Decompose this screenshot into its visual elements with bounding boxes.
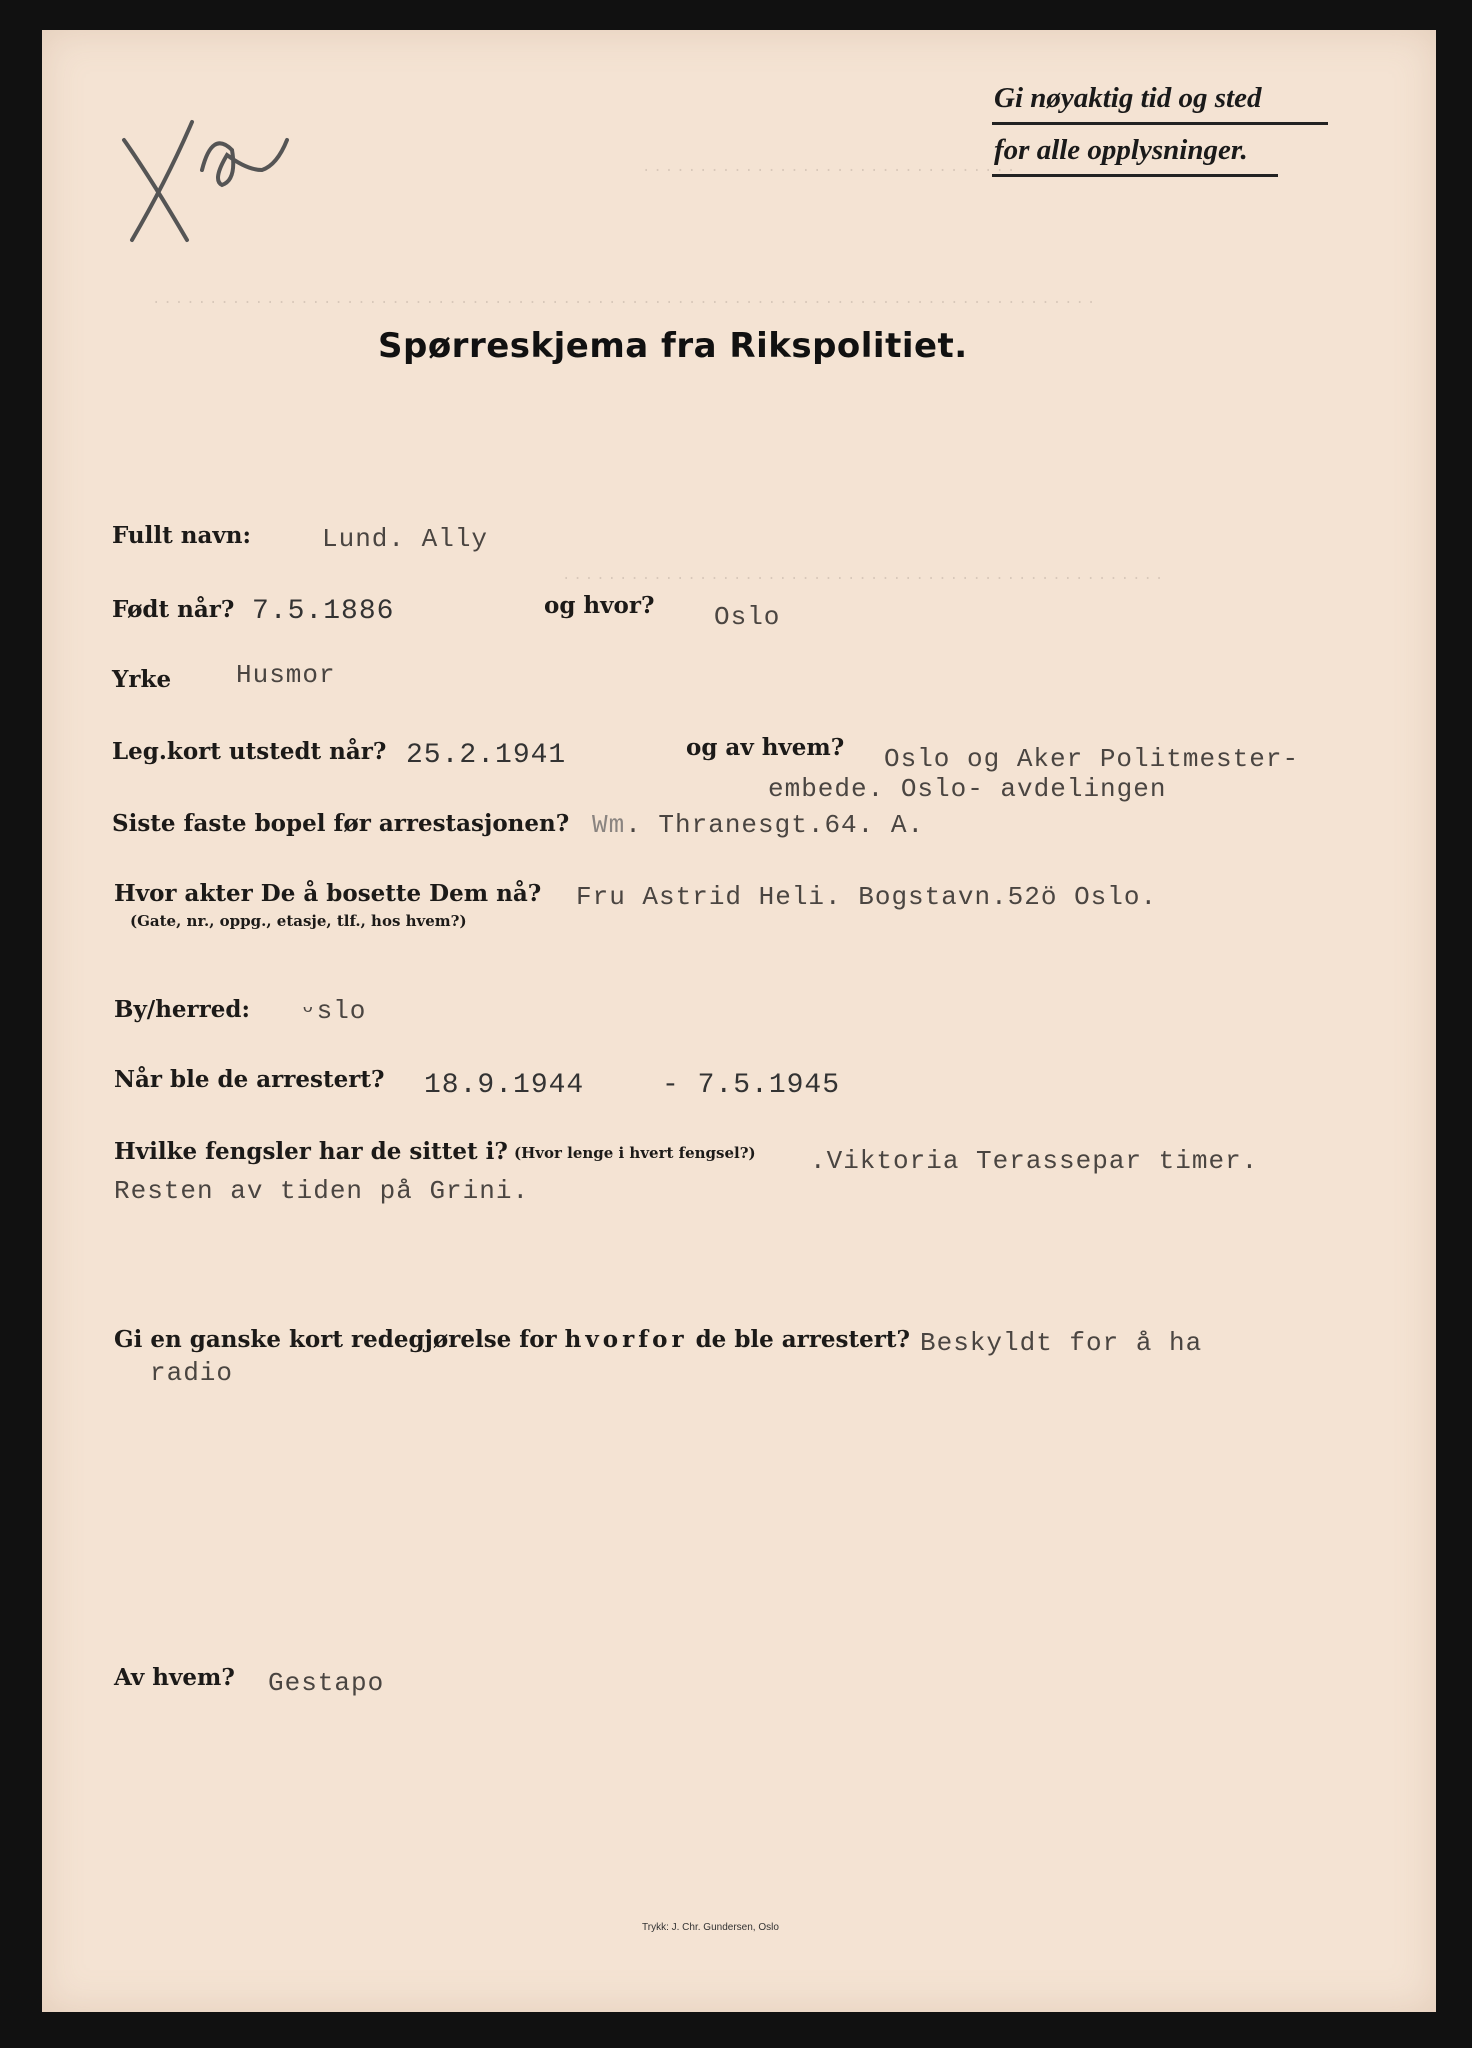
arrested-label: Når ble de arrestert? [114,1066,385,1093]
occupation-label: Yrke [112,666,172,693]
reason-value-line1: Beskyldt for å ha [920,1328,1203,1358]
lastaddress-value: . Thranesgt.64. A. [625,810,925,840]
idcard-by-value-line1: Oslo og Aker Politmester- [884,744,1300,774]
idcard-by-label: og av hvem? [686,734,845,761]
by-whom-label: Av hvem? [114,1664,235,1691]
notice-line-2: for alle opplysninger. [994,134,1248,166]
born-label: Født når? [112,596,235,623]
settle-sublabel: (Gate, nr., oppg., etasje, tlf., hos hvem?) [130,912,467,930]
lastaddress-value-wrap [592,810,924,840]
form-sheet [42,30,1436,2012]
handwritten-mark-icon [112,110,332,260]
born-where-value: Oslo [714,602,781,632]
prisons-value-line2: Resten av tiden på Grini. [114,1176,530,1206]
bleed-through-line: ................................................................................... [152,292,1099,308]
lastaddress-prefix: Wm [592,810,626,840]
reason-label-pre: Gi en ganske kort redegjørelse for [114,1326,557,1353]
settle-label: Hvor akter De å bosette Dem nå? [114,880,542,907]
prisons-sublabel: (Hvor lenge i hvert fengsel?) [514,1144,756,1162]
born-where-label: og hvor? [544,592,655,619]
born-value: 7.5.1886 [252,596,395,627]
notice-rule-2 [992,174,1278,177]
printer-imprint: Trykk: J. Chr. Gundersen, Oslo [642,1922,779,1933]
municipality-value: ᵕslo [300,996,367,1026]
settle-value: Fru Astrid Heli. Bogstavn.52ö Oslo. [576,882,1158,912]
arrested-from: 18.9.1944 [424,1070,585,1101]
lastaddress-label: Siste faste bopel før arrestasjonen? [112,810,570,837]
reason-label-post: de ble arrestert? [695,1326,910,1353]
municipality-label: By/herred: [114,996,251,1023]
reason-label [114,1326,910,1353]
reason-label-emph: hvorfor [564,1326,688,1353]
occupation-value: Husmor [236,660,336,690]
idcard-label: Leg.kort utstedt når? [112,738,387,765]
bleed-through-line: ................................. [642,160,1019,176]
by-whom-value: Gestapo [268,1668,385,1698]
notice-line-1: Gi nøyaktig tid og sted [994,82,1262,114]
reason-value-line2: radio [150,1358,234,1388]
prisons-label: Hvilke fengsler har de sittet i? [114,1138,508,1165]
idcard-value: 25.2.1941 [406,740,567,771]
prisons-value-line1: .Viktoria Terassepar timer. [810,1146,1259,1176]
bleed-through-line: ..................................................... [562,568,1167,584]
notice-rule-1 [992,122,1328,125]
name-value: Lund. Ally [322,524,489,554]
arrested-to: - 7.5.1945 [662,1070,841,1101]
form-title: Spørreskjema fra Rikspolitiet. [378,326,968,366]
name-label: Fullt navn: [112,522,251,549]
idcard-by-value-line2: embede. Oslo- avdelingen [768,774,1167,804]
